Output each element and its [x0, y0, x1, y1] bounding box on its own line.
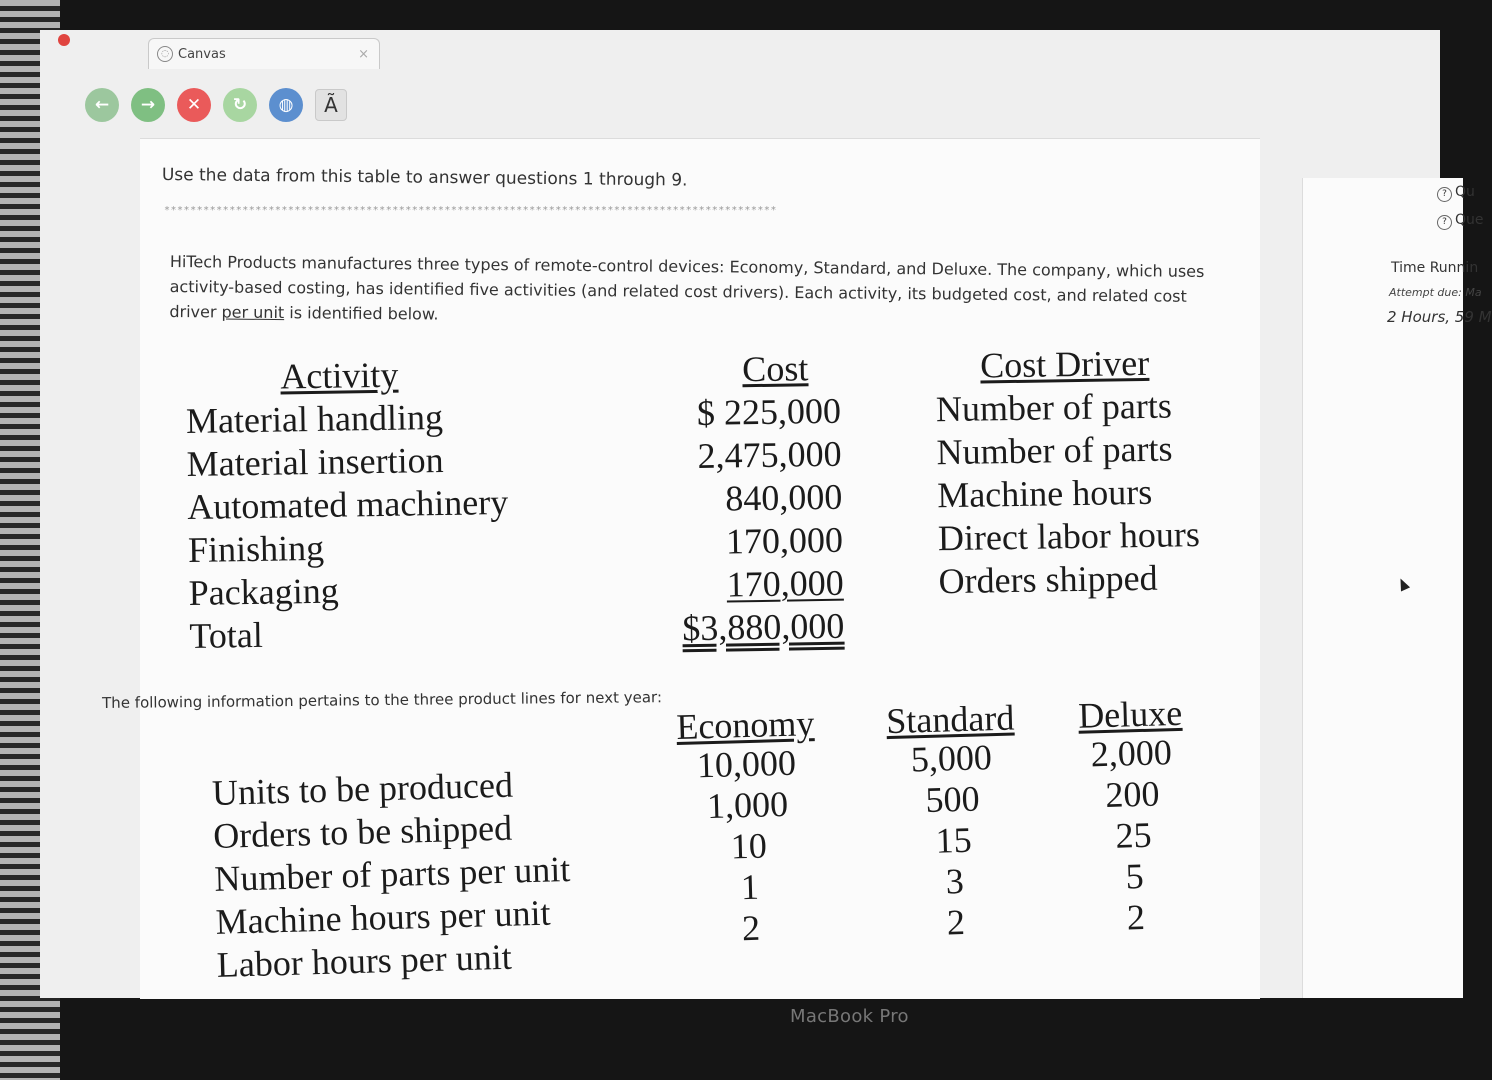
window-close-dot[interactable] — [58, 34, 70, 46]
row-label: Machine hours per unit — [215, 892, 551, 942]
row-label: Labor hours per unit — [216, 936, 513, 985]
product-lines-table-image — [210, 692, 1217, 990]
standard-value: 2 — [946, 902, 966, 943]
question-circle-icon: ? — [1437, 215, 1452, 230]
total-cost: $3,880,000 — [682, 605, 845, 649]
tab-title: Canvas — [178, 46, 226, 62]
question-link-label: Que — [1455, 212, 1484, 228]
economy-value: 10 — [730, 825, 768, 867]
quiz-sidebar — [1302, 178, 1492, 998]
attempt-due-text: Attempt due: Ma — [1389, 286, 1482, 299]
cost-driver: Orders shipped — [938, 557, 1158, 602]
deluxe-value: 2,000 — [1090, 732, 1173, 775]
description-text: HiTech Products manufactures three types of remote-control devices: Economy, Standard, and Deluxe. The company, which uses activity-based costing, has identified five activities (and related cost drivers). Each activity, its budgeted cost, and related cost driver — [169, 251, 1205, 322]
deluxe-column — [1050, 692, 1217, 940]
tab-close-icon[interactable]: × — [358, 46, 369, 62]
deluxe-value: 5 — [1125, 855, 1145, 897]
cost-driver: Number of parts — [936, 428, 1173, 473]
economy-value: 1,000 — [706, 783, 789, 827]
economy-header: Economy — [675, 703, 815, 747]
cost-driver: Direct labor hours — [937, 514, 1201, 559]
activity-cost: 170,000 — [725, 519, 844, 562]
activity-column — [185, 352, 511, 658]
text-size-button[interactable] — [315, 89, 347, 121]
activity-name: Finishing — [187, 527, 325, 570]
standard-value: 500 — [924, 778, 981, 821]
standard-value: 15 — [935, 819, 973, 861]
laptop-bezel-label: MacBook Pro — [790, 1006, 909, 1027]
economy-column — [665, 703, 832, 951]
cost-driver-header: Cost Driver — [979, 342, 1150, 386]
browser-tab[interactable] — [148, 38, 380, 69]
deluxe-value: 200 — [1104, 773, 1160, 816]
asterisk-divider: ********************************************************************************************** — [164, 205, 777, 216]
per-unit-emphasis: per unit — [221, 302, 285, 323]
row-label: Orders to be shipped — [212, 807, 513, 856]
back-button[interactable] — [85, 88, 119, 122]
question-instruction: Use the data from this table to answer questions 1 through 9. — [161, 165, 688, 191]
row-label: Number of parts per unit — [213, 849, 571, 899]
product-row-labels — [211, 762, 573, 987]
question-link[interactable] — [1437, 184, 1475, 202]
economy-value: 2 — [741, 907, 761, 949]
activity-name: Material insertion — [186, 439, 444, 484]
cost-header: Cost — [741, 348, 809, 390]
total-label: Total — [189, 614, 264, 656]
question-link-label: Qu — [1455, 184, 1475, 200]
activity-cost: 840,000 — [724, 476, 843, 519]
time-remaining: 2 Hours, 59 M — [1387, 308, 1492, 326]
question-circle-icon: ? — [1437, 187, 1452, 202]
cost-driver: Number of parts — [935, 385, 1173, 430]
forward-button[interactable] — [131, 88, 165, 122]
economy-value: 1 — [740, 866, 760, 908]
standard-value: 3 — [945, 861, 965, 902]
globe-icon: ◍ — [278, 95, 294, 115]
economy-value: 10,000 — [696, 742, 797, 786]
stop-button[interactable] — [177, 88, 211, 122]
deluxe-value: 25 — [1115, 814, 1153, 856]
activity-name: Material handling — [185, 396, 444, 441]
text-size-label: Ã — [324, 93, 338, 117]
product-info-intro: The following information pertains to the three product lines for next year: — [102, 688, 663, 712]
row-label: Units to be produced — [211, 764, 514, 813]
browser-toolbar — [85, 85, 347, 125]
description-tail: is identified below. — [284, 303, 439, 324]
activity-cost: $ 225,000 — [696, 390, 842, 433]
reload-icon: ↻ — [232, 95, 248, 115]
standard-header: Standard — [885, 697, 1015, 742]
activity-header: Activity — [280, 354, 399, 397]
activity-cost: 170,000 — [726, 562, 844, 605]
activity-cost: 2,475,000 — [697, 433, 842, 476]
activity-cost-table-image — [185, 341, 1210, 677]
standard-column — [870, 697, 1037, 945]
arrow-left-icon: ← — [94, 95, 110, 115]
cost-driver: Machine hours — [936, 471, 1153, 516]
activity-name: Packaging — [188, 570, 339, 613]
arrow-right-icon: → — [140, 95, 156, 115]
home-button[interactable] — [269, 88, 303, 122]
cost-column — [670, 347, 845, 651]
time-running-title: Time Runnin — [1391, 260, 1479, 276]
cost-driver-column — [935, 341, 1201, 603]
page-loading-icon: ◌ — [157, 46, 173, 62]
reload-button[interactable] — [223, 88, 257, 122]
deluxe-header: Deluxe — [1077, 692, 1183, 736]
standard-value: 5,000 — [910, 737, 993, 780]
problem-description — [169, 249, 1215, 334]
close-icon: ✕ — [186, 95, 202, 115]
deluxe-value: 2 — [1126, 896, 1146, 938]
question-link[interactable] — [1437, 212, 1484, 230]
activity-name: Automated machinery — [187, 481, 509, 527]
